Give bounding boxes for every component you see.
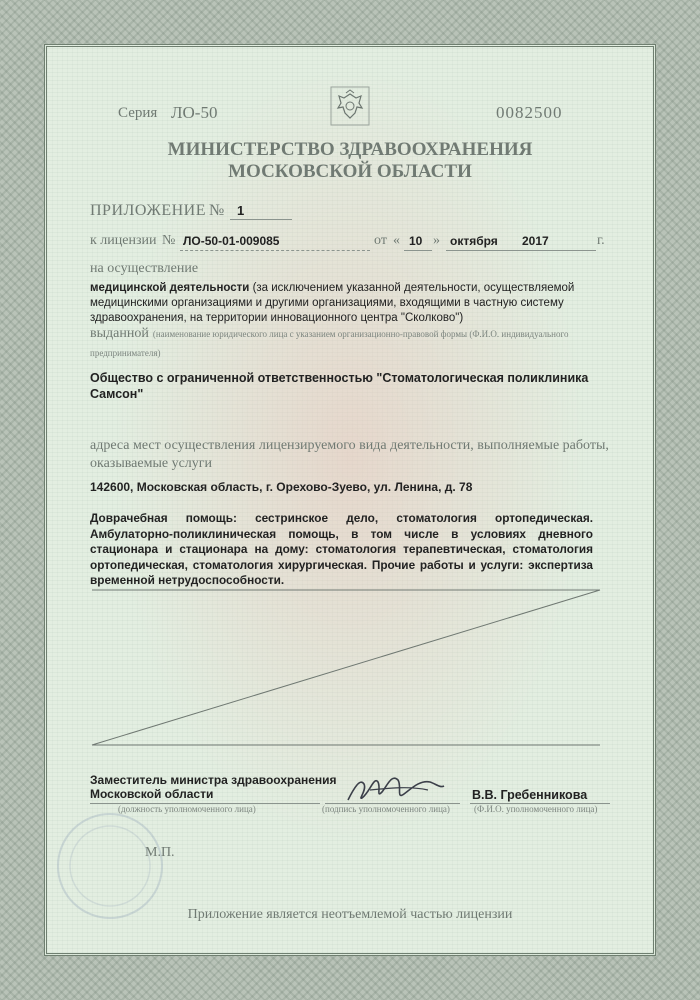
signature-note: (подпись уполномоченного лица) [322, 804, 450, 814]
license-month: октября [450, 234, 498, 248]
name-note: (Ф.И.О. уполномоченного лица) [474, 804, 598, 814]
licensee-name: Общество с ограниченной ответственностью "Стоматологическая поликлиника Самсон" [90, 371, 589, 401]
license-number: ЛО-50-01-009085 [183, 234, 280, 248]
license-year-suffix: г. [597, 233, 605, 248]
license-day: 10 [409, 234, 423, 248]
signatory-name: В.В. Гребенникова [472, 788, 588, 802]
appendix-label: ПРИЛОЖЕНИЕ [90, 202, 207, 219]
signatory-position: Заместитель министра здравоохранения Московской области [90, 773, 337, 801]
day-quote-open: « [393, 233, 400, 248]
position-note: (должность уполномоченного лица) [118, 804, 256, 814]
ministry-title-line2: МОСКОВСКОЙ ОБЛАСТИ [228, 161, 472, 182]
appendix-number: 1 [237, 203, 245, 218]
activity-type: медицинской деятельности [90, 282, 250, 294]
issued-note: (наименование юридического лица с указанием организационно-правовой формы (Ф.И.О. индивидуального предпринимателя) [90, 329, 569, 358]
license-from-label: от [374, 233, 387, 248]
license-form-number: 0082500 [496, 103, 563, 122]
stamp-place-label: М.П. [145, 845, 175, 860]
series-value: ЛО-50 [171, 103, 218, 122]
services-list: Доврачебная помощь: сестринское дело, стоматология ортопедическая. Амбулаторно-поликлиническая помощь, в том числе в условиях дневного стационара и стационара на дому: стоматология терапевтическая, стоматология ортопедическая, стоматология хирургическая. Прочие работы и услуги: экспертиза временной нетрудоспособности. [90, 511, 593, 587]
ministry-title-line1: МИНИСТЕРСТВО ЗДРАВООХРАНЕНИЯ [167, 139, 533, 160]
activity-label: на осуществление [90, 261, 199, 276]
appendix-footer-note: Приложение является неотъемлемой частью лицензии [187, 907, 513, 922]
license-no-sign: № [162, 233, 176, 248]
series-label: Серия [118, 105, 158, 121]
appendix-no-sign: № [209, 202, 225, 219]
issued-label: выданной [90, 326, 149, 341]
day-quote-close: » [433, 233, 440, 248]
activity-exclusions: (за исключением указанной деятельности, осуществляемой медицинскими организациями и другими организациями, входящими в частную систему здравоохранения, на территории инновационного центра "Сколково") [90, 282, 575, 324]
addresses-label: адреса мест осуществления лицензируемого вида деятельности, выполняемые работы, оказываемые услуги [90, 438, 609, 471]
license-year: 2017 [522, 234, 549, 248]
address-value: 142600, Московская область, г. Орехово-Зуево, ул. Ленина, д. 78 [90, 480, 473, 494]
license-prefix: к лицензии [90, 233, 157, 248]
